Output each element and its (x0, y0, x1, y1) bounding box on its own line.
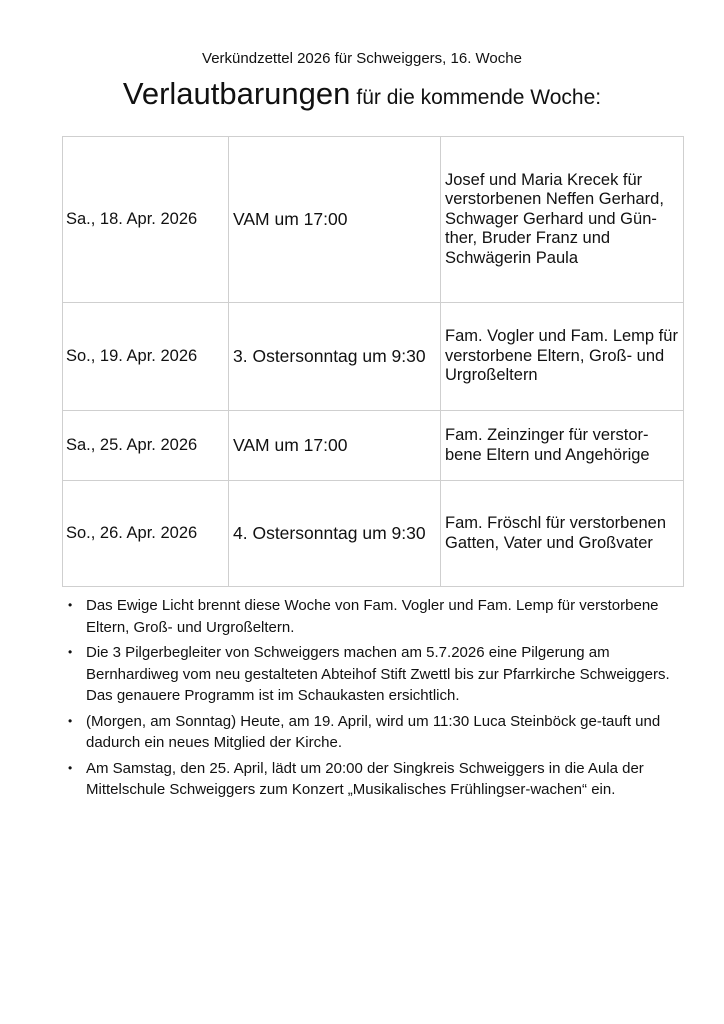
list-item (66, 711, 678, 754)
date-cell: Sa., 18. Apr. 2026 (63, 137, 229, 303)
intention-cell: Fam. Fröschl für verstorbenen Gatten, Vater und Großvater (441, 481, 684, 587)
bullet-icon: • (68, 645, 73, 659)
list-item (66, 642, 678, 707)
event-cell: VAM um 17:00 (229, 137, 441, 303)
headline-sub: für die kommende Woche: (356, 86, 602, 109)
event-cell: 4. Ostersonntag um 9:30 (229, 481, 441, 587)
announcement-text: Das Ewige Licht brennt diese Woche von Fam. Vogler und Fam. Lemp für verstorbene Eltern, Groß- und Urgroßeltern. (86, 597, 659, 636)
announcement-text: (Morgen, am Sonntag) Heute, am 19. April, wird um 11:30 Luca Steinböck ge-tauft und dadurch ein neues Mitglied der Kirche. (86, 712, 661, 751)
table-row (63, 303, 684, 411)
bullet-icon: • (68, 760, 73, 775)
list-item (66, 758, 678, 801)
bullet-icon: • (68, 598, 73, 612)
event-cell: VAM um 17:00 (229, 411, 441, 481)
bullet-icon: • (68, 713, 73, 728)
intention-cell: Fam. Vogler und Fam. Lemp für verstorbene Eltern, Groß- und Urgroßeltern (441, 303, 684, 411)
announcement-list (66, 595, 678, 805)
list-item (66, 595, 678, 638)
date-cell: Sa., 25. Apr. 2026 (63, 411, 229, 481)
table-row (63, 411, 684, 481)
intention-cell: Josef und Maria Krecek für verstorbenen Neffen Gerhard, Schwager Gerhard und Gün-ther, Bruder Franz und Schwägerin Paula (441, 137, 684, 303)
headline-main: Verlautbarungen (122, 76, 351, 111)
table-row (63, 137, 684, 303)
event-cell: 3. Ostersonntag um 9:30 (229, 303, 441, 411)
date-cell: So., 19. Apr. 2026 (63, 303, 229, 411)
document-subtitle: Verkündzettel 2026 für Schweiggers, 16. Woche (202, 50, 522, 67)
schedule-table (62, 136, 684, 587)
table-row (63, 481, 684, 587)
announcement-text: Am Samstag, den 25. April, lädt um 20:00 der Singkreis Schweiggers in die Aula der Mittelschule Schweiggers zum Konzert „Musikalisches Frühlingser-wachen“ ein. (86, 759, 644, 798)
intention-cell: Fam. Zeinzinger für verstor-bene Eltern und Angehörige (441, 411, 684, 481)
announcement-text: Die 3 Pilgerbegleiter von Schweiggers machen am 5.7.2026 eine Pilgerung am Bernhardiweg vom neu gestalteten Abteihof Stift Zwettl bis zur Pfarrkirche Schweiggers. Das genauere Programm ist im Schaukasten ersichtlich. (86, 644, 670, 704)
date-cell: So., 26. Apr. 2026 (63, 481, 229, 587)
document-headline (0, 76, 724, 112)
